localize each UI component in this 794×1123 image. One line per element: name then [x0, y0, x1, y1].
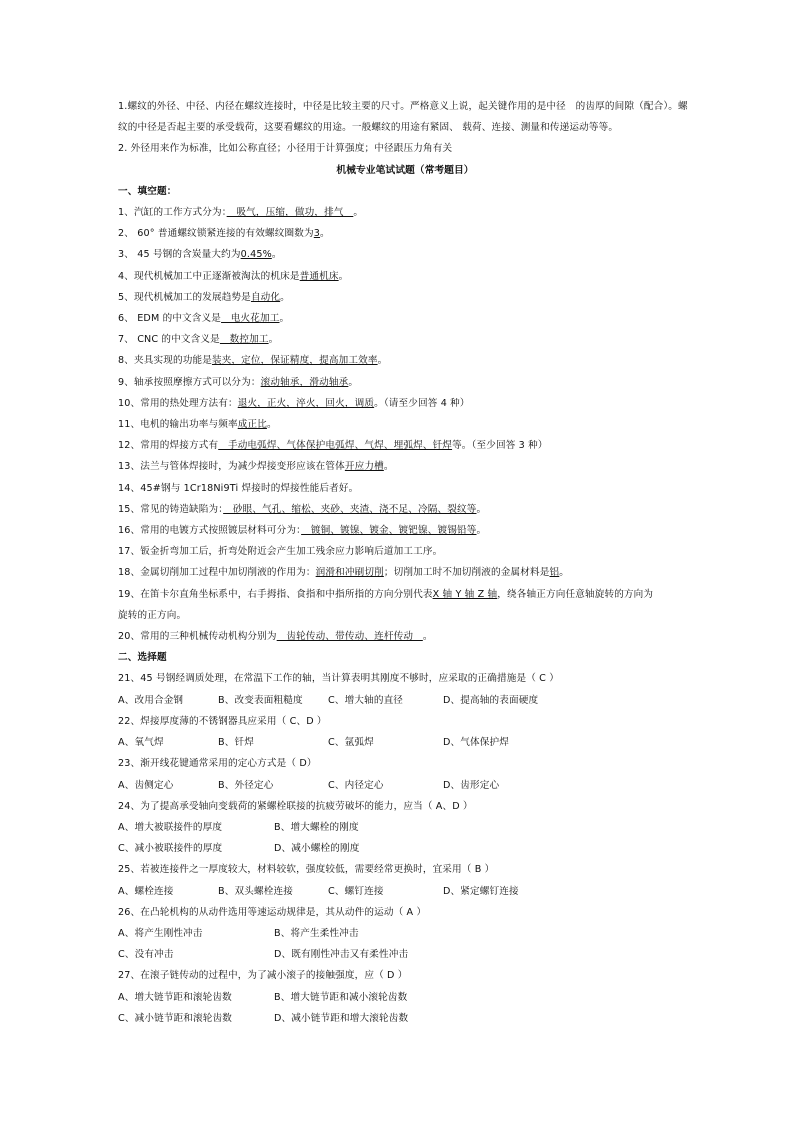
choice-question: 25、若被连接件之一厚度较大，材料较软，强度较低，需要经常更换时，宜采用（ B ）: [118, 864, 495, 876]
question-text: 3、 45 号钢的含炭量大约为: [118, 249, 241, 261]
choice-option: C、减小被联接件的厚度: [118, 843, 223, 855]
question-text: 。: [268, 334, 279, 346]
answer-blank: 滚动轴承，滑动轴承: [260, 376, 349, 388]
choice-options-row: [118, 817, 692, 838]
fill-question: [118, 393, 692, 414]
answer-blank: 3: [313, 228, 321, 240]
answer-blank: 铝: [549, 567, 560, 579]
choice-question: 21、45 号钢经调质处理，在常温下工作的轴，当计算表明其刚度不够时，应采取的正确措施是（ C ）: [118, 673, 559, 685]
answer-blank: 电火花加工: [221, 313, 280, 325]
question-text: ，绕各轴正方向任意轴旋转的方向为: [497, 588, 654, 600]
answer-blank: X 轴 Y 轴 Z 轴: [432, 588, 498, 600]
choice-options-row: [118, 838, 692, 859]
fill-question: [118, 266, 692, 287]
choice-option: A、将产生刚性冲击: [118, 927, 203, 939]
fill-question: [118, 223, 692, 244]
fill-question: [118, 350, 692, 371]
choice-option: B、钎焊: [218, 737, 254, 749]
answer-blank: 成正比: [237, 419, 267, 431]
choice-option: A、螺栓连接: [118, 885, 174, 897]
choice-option: A、氧气焊: [118, 737, 164, 749]
fill-question: [118, 605, 692, 626]
question-text: 5、现代机械加工的发展趋势是: [118, 291, 251, 303]
question-text: 17、钣金折弯加工后，折弯处附近会产生加工残余应力影响后道加工工序。: [118, 546, 443, 558]
choice-option: A、增大被联接件的厚度: [118, 821, 223, 833]
question-text: 15、常见的铸造缺陷为：: [118, 503, 224, 515]
fill-question: [118, 244, 692, 265]
question-text: 。: [476, 525, 487, 537]
choice-option: C、氩弧焊: [328, 737, 374, 749]
answer-blank: 开应力槽: [344, 461, 384, 473]
question-text: 12、常用的焊接方式有: [118, 440, 219, 452]
choice-option: C、螺钉连接: [328, 885, 384, 897]
choice-option: B、将产生柔性冲击: [274, 927, 359, 939]
answer-blank: 0.45%: [240, 249, 272, 261]
answer-blank: 装夹，定位，保证精度，提高加工效率: [211, 355, 378, 367]
question-text: 16、常用的电镀方式按照镀层材料可分为：: [118, 525, 302, 537]
answer-blank: 镀铜、镀镍、镀金、镀钯镍、镀锡铅等: [301, 525, 477, 537]
question-text: 。: [422, 631, 433, 643]
choice-options-row: [118, 923, 692, 944]
choice-option: D、减小链节距和增大滚轮齿数: [274, 1012, 409, 1024]
question-text: 18、金属切削加工过程中加切削液的作用为：: [118, 567, 316, 579]
choice-option: D、减小螺栓的刚度: [274, 843, 360, 855]
answer-blank: 自动化: [250, 291, 281, 303]
question-text: 20、常用的三种机械传动机构分别为: [118, 631, 277, 643]
section-heading-choice: 二、选择题: [118, 652, 167, 664]
fill-question: [118, 626, 692, 647]
question-text: 。: [320, 228, 330, 240]
choice-option: B、外径定心: [218, 779, 274, 791]
answer-blank: 普通机床: [299, 270, 339, 282]
choice-option: D、既有刚性冲击又有柔性冲击: [274, 949, 409, 961]
answer-blank: 润滑和冲刷切削: [315, 567, 384, 579]
intro-paragraph-1: 1.螺纹的外径、中径、内径在螺纹连接时，中径是比较主要的尺寸。严格意义上说，起关键作用的是中径 的齿厚的间隙（配合）。螺纹的中径是否起主要的承受载荷，这要看螺纹的用途。一般螺纹的用途有紧固、 载荷、连接、测量和传递运动等等。: [118, 101, 688, 134]
choice-option: D、齿形定心: [443, 779, 500, 791]
fill-in-question-list: [118, 202, 692, 647]
fill-question: [118, 414, 692, 435]
fill-question: [118, 520, 692, 541]
question-text: 。: [476, 503, 487, 515]
choice-option: D、提高轴的表面硬度: [443, 694, 539, 706]
question-text: 。: [280, 291, 290, 303]
question-text: 14、45#钢与 1Cr18Ni9Ti 焊接时的焊接性能后者好。: [118, 482, 359, 494]
question-text: 。: [377, 355, 388, 367]
question-text: 9、轴承按照摩擦方式可以分为：: [118, 376, 261, 388]
fill-question: [118, 562, 692, 583]
document-page: [118, 96, 692, 1029]
choice-option: C、增大轴的直径: [328, 694, 404, 706]
question-text: 7、 CNC 的中文含义是: [118, 334, 220, 346]
choice-option: C、没有冲击: [118, 949, 174, 961]
fill-question: [118, 478, 692, 499]
choice-option: C、内径定心: [328, 779, 384, 791]
fill-question: [118, 584, 692, 605]
choice-option: B、改变表面粗糙度: [218, 694, 303, 706]
question-text: ；切削加工时不加切削液的金属材料是: [383, 567, 550, 579]
question-text: 。: [338, 270, 349, 282]
choice-option: B、增大链节距和减小滚轮齿数: [274, 991, 408, 1003]
choice-options-row: [118, 775, 692, 796]
fill-question: [118, 329, 692, 350]
question-text: 。: [271, 249, 282, 261]
question-text: 。（请至少回答 4 种）: [374, 397, 470, 409]
question-text: 。: [266, 419, 277, 431]
choice-option: A、增大链节距和滚轮齿数: [118, 991, 232, 1003]
fill-question: [118, 202, 692, 223]
choice-option: D、紧定螺钉连接: [443, 885, 519, 897]
question-text: 。: [559, 567, 570, 579]
question-text: 1、汽缸的工作方式分为：: [118, 207, 227, 219]
fill-question: [118, 287, 692, 308]
question-text: 2、 60° 普通螺纹锁紧连接的有效螺纹圈数为: [118, 228, 314, 240]
fill-question: [118, 541, 692, 562]
choice-options-row: [118, 732, 692, 753]
choice-question: 24、为了提高承受轴向变载荷的紧螺栓联接的抗疲劳破坏的能力，应当（ A、D ）: [118, 800, 473, 812]
question-text: 。: [279, 313, 290, 325]
question-text: 4、现代机械加工中正逐渐被淘汰的机床是: [118, 270, 300, 282]
choice-options-row: [118, 690, 692, 711]
choice-option: B、增大螺栓的刚度: [274, 821, 359, 833]
question-text: 10、常用的热处理方法有：: [118, 397, 238, 409]
question-text: 11、电机的输出功率与频率: [118, 419, 238, 431]
choice-options-row: [118, 1008, 692, 1029]
question-text: 。: [383, 461, 394, 473]
question-text: 13、法兰与管体焊接时，为减少焊接变形应该在管体: [118, 461, 345, 473]
question-text: 等。（至少回答 3 种）: [452, 440, 548, 452]
question-text: 。: [353, 207, 364, 219]
question-text: 。: [348, 376, 359, 388]
choice-option: D、气体保护焊: [443, 737, 509, 749]
answer-blank: 数控加工: [219, 334, 269, 346]
choice-question: 26、在凸轮机构的从动件选用等速运动规律是，其从动件的运动（ A ）: [118, 906, 427, 918]
answer-blank: 齿轮传动、带传动、连杆传动: [276, 631, 423, 643]
answer-blank: 砂眼、气孔、缩松、夹砂、夹渣、浇不足、冷隔、裂纹等: [223, 503, 477, 515]
question-text: 8、夹具实现的功能是: [118, 355, 212, 367]
choice-question: 27、在滚子链传动的过程中，为了减小滚子的接触强度，应（ D ）: [118, 970, 408, 982]
question-text: 6、 EDM 的中文含义是: [118, 313, 222, 325]
choice-question-list: [118, 668, 692, 1028]
page-title: 机械专业笔试试题（常考题目）: [336, 164, 474, 176]
choice-options-row: [118, 881, 692, 902]
question-text: 旋转的正方向。: [118, 609, 187, 621]
fill-question: [118, 372, 692, 393]
choice-option: B、双头螺栓连接: [218, 885, 293, 897]
choice-question: 23、渐开线花键通常采用的定心方式是（ D）: [118, 758, 317, 770]
answer-blank: 退火，正火，淬火，回火，调质: [237, 397, 375, 409]
fill-question: [118, 435, 692, 456]
choice-question: 22、焊接厚度薄的不锈钢器具应采用（ C、D ）: [118, 715, 327, 727]
choice-options-row: [118, 944, 692, 965]
fill-question: [118, 308, 692, 329]
choice-option: C、减小链节距和滚轮齿数: [118, 1012, 233, 1024]
answer-blank: 手动电弧焊、气体保护电弧焊、气焊、埋弧焊、钎焊: [218, 440, 453, 452]
intro-paragraph-2: 2. 外径用来作为标准，比如公称直径；小径用于计算强度；中径跟压力角有关: [118, 143, 453, 155]
answer-blank: 吸气，压缩，做功，排气: [226, 207, 354, 219]
choice-option: A、改用合金钢: [118, 694, 184, 706]
fill-question: [118, 499, 692, 520]
choice-options-row: [118, 987, 692, 1008]
section-heading-fill: 一、填空题：: [118, 185, 177, 197]
fill-question: [118, 456, 692, 477]
question-text: 19、在笛卡尔直角坐标系中，右手拇指、食指和中指所指的方向分别代表: [118, 588, 433, 600]
choice-option: A、齿侧定心: [118, 779, 174, 791]
